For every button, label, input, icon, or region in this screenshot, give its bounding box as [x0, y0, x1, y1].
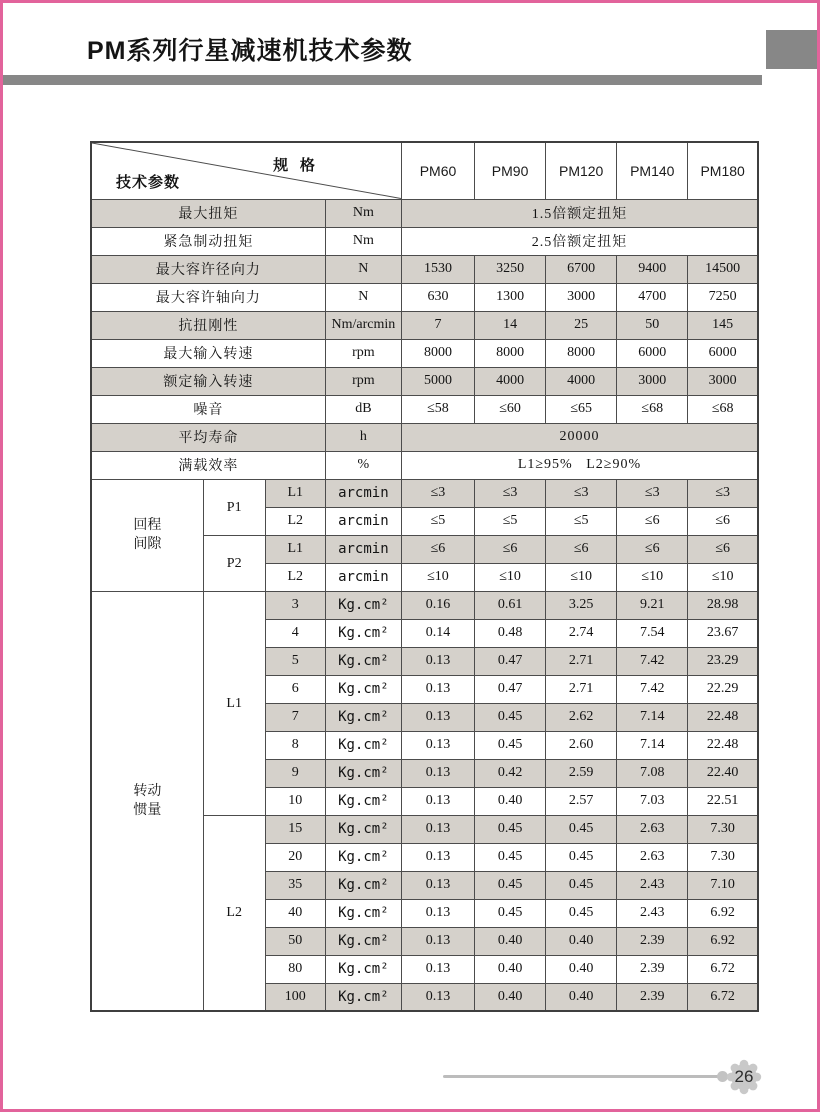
- value-cell: 9.21: [617, 591, 688, 619]
- value-cell: 2.43: [617, 899, 688, 927]
- value-cell: 4700: [617, 283, 688, 311]
- precision-class-cell: P1: [203, 479, 265, 535]
- value-cell: ≤3: [688, 479, 758, 507]
- stage-cell: L1: [265, 479, 325, 507]
- span-value-cell: L1≥95% L2≥90%: [401, 451, 758, 479]
- value-cell: 0.45: [546, 871, 617, 899]
- unit-cell: Kg.cm²: [325, 647, 401, 675]
- span-value-cell: 2.5倍额定扭矩: [401, 227, 758, 255]
- value-cell: 0.45: [475, 703, 546, 731]
- value-cell: 0.13: [401, 955, 474, 983]
- value-cell: 0.40: [546, 927, 617, 955]
- unit-cell: h: [325, 423, 401, 451]
- value-cell: 23.29: [688, 647, 758, 675]
- ratio-cell: 100: [265, 983, 325, 1011]
- value-cell: 0.45: [546, 815, 617, 843]
- value-cell: 6.72: [688, 983, 758, 1011]
- value-cell: 22.51: [688, 787, 758, 815]
- value-cell: 6.92: [688, 899, 758, 927]
- table-row: [91, 395, 758, 423]
- value-cell: 0.40: [475, 787, 546, 815]
- value-cell: 0.48: [475, 619, 546, 647]
- inertia-group-cell: 转动 惯量: [91, 591, 203, 1011]
- unit-cell: Kg.cm²: [325, 871, 401, 899]
- spec-table-body: [91, 199, 758, 1011]
- span-value-cell: 1.5倍额定扭矩: [401, 199, 758, 227]
- ratio-cell: 10: [265, 787, 325, 815]
- value-cell: 6000: [688, 339, 758, 367]
- value-cell: 0.47: [475, 675, 546, 703]
- value-cell: 7.42: [617, 675, 688, 703]
- value-cell: 0.47: [475, 647, 546, 675]
- value-cell: 3000: [617, 367, 688, 395]
- value-cell: ≤6: [617, 535, 688, 563]
- value-cell: 22.48: [688, 731, 758, 759]
- value-cell: ≤6: [546, 535, 617, 563]
- value-cell: 2.60: [546, 731, 617, 759]
- value-cell: ≤6: [688, 507, 758, 535]
- value-cell: 3.25: [546, 591, 617, 619]
- ratio-cell: 40: [265, 899, 325, 927]
- stage-cell: L2: [265, 563, 325, 591]
- value-cell: 3000: [546, 283, 617, 311]
- value-cell: 0.16: [401, 591, 474, 619]
- value-cell: 0.61: [475, 591, 546, 619]
- ratio-cell: 9: [265, 759, 325, 787]
- value-cell: ≤5: [475, 507, 546, 535]
- column-header-pm180: PM180: [688, 142, 758, 199]
- ratio-cell: 35: [265, 871, 325, 899]
- table-row: [91, 311, 758, 339]
- value-cell: 7.30: [688, 815, 758, 843]
- page-number: 26: [734, 1067, 754, 1086]
- value-cell: 2.63: [617, 843, 688, 871]
- unit-cell: Nm: [325, 227, 401, 255]
- ratio-cell: 5: [265, 647, 325, 675]
- value-cell: 7.08: [617, 759, 688, 787]
- value-cell: ≤3: [617, 479, 688, 507]
- value-cell: 7.42: [617, 647, 688, 675]
- value-cell: 2.43: [617, 871, 688, 899]
- value-cell: ≤3: [546, 479, 617, 507]
- ratio-cell: 7: [265, 703, 325, 731]
- table-row: [91, 283, 758, 311]
- value-cell: 0.13: [401, 675, 474, 703]
- ratio-cell: 20: [265, 843, 325, 871]
- value-cell: ≤10: [401, 563, 474, 591]
- value-cell: ≤68: [688, 395, 758, 423]
- backlash-group-cell: 回程 间隙: [91, 479, 203, 591]
- param-name-cell: 满载效率: [91, 451, 325, 479]
- value-cell: 2.39: [617, 955, 688, 983]
- value-cell: ≤5: [546, 507, 617, 535]
- value-cell: ≤65: [546, 395, 617, 423]
- table-header-row: [91, 142, 758, 199]
- value-cell: 0.13: [401, 843, 474, 871]
- param-name-cell: 紧急制动扭矩: [91, 227, 325, 255]
- value-cell: 2.63: [617, 815, 688, 843]
- value-cell: 4000: [546, 367, 617, 395]
- value-cell: ≤3: [475, 479, 546, 507]
- table-row: [91, 339, 758, 367]
- value-cell: 0.13: [401, 731, 474, 759]
- value-cell: 22.40: [688, 759, 758, 787]
- value-cell: 6.92: [688, 927, 758, 955]
- value-cell: 14: [475, 311, 546, 339]
- table-row: [91, 199, 758, 227]
- unit-cell: Kg.cm²: [325, 731, 401, 759]
- column-header-pm140: PM140: [617, 142, 688, 199]
- param-name-cell: 平均寿命: [91, 423, 325, 451]
- span-value-cell: 20000: [401, 423, 758, 451]
- value-cell: 22.48: [688, 703, 758, 731]
- value-cell: 50: [617, 311, 688, 339]
- table-row: [91, 451, 758, 479]
- diagonal-header-cell: [91, 142, 401, 199]
- value-cell: 0.45: [475, 899, 546, 927]
- value-cell: 0.13: [401, 983, 474, 1011]
- value-cell: 0.14: [401, 619, 474, 647]
- unit-cell: Kg.cm²: [325, 675, 401, 703]
- value-cell: 22.29: [688, 675, 758, 703]
- value-cell: 0.42: [475, 759, 546, 787]
- value-cell: 8000: [546, 339, 617, 367]
- unit-cell: Nm/arcmin: [325, 311, 401, 339]
- value-cell: 1530: [401, 255, 474, 283]
- value-cell: 0.40: [475, 983, 546, 1011]
- title-underline-bar: [3, 75, 762, 85]
- unit-cell: arcmin: [325, 535, 401, 563]
- ratio-cell: 6: [265, 675, 325, 703]
- unit-cell: Kg.cm²: [325, 927, 401, 955]
- value-cell: 0.13: [401, 787, 474, 815]
- value-cell: 0.45: [475, 871, 546, 899]
- unit-cell: Kg.cm²: [325, 955, 401, 983]
- value-cell: 0.13: [401, 899, 474, 927]
- value-cell: 0.40: [475, 955, 546, 983]
- unit-cell: Kg.cm²: [325, 619, 401, 647]
- param-name-cell: 最大容许径向力: [91, 255, 325, 283]
- unit-cell: arcmin: [325, 479, 401, 507]
- value-cell: ≤6: [688, 535, 758, 563]
- value-cell: ≤10: [475, 563, 546, 591]
- value-cell: ≤10: [546, 563, 617, 591]
- value-cell: 3000: [688, 367, 758, 395]
- value-cell: ≤60: [475, 395, 546, 423]
- unit-cell: Kg.cm²: [325, 787, 401, 815]
- value-cell: 5000: [401, 367, 474, 395]
- value-cell: 0.45: [475, 843, 546, 871]
- stage-cell: L1: [265, 535, 325, 563]
- value-cell: 3250: [475, 255, 546, 283]
- value-cell: 0.45: [546, 899, 617, 927]
- unit-cell: Kg.cm²: [325, 899, 401, 927]
- param-name-cell: 最大扭矩: [91, 199, 325, 227]
- ratio-cell: 15: [265, 815, 325, 843]
- value-cell: 1300: [475, 283, 546, 311]
- ratio-cell: 3: [265, 591, 325, 619]
- table-row: [91, 479, 758, 507]
- unit-cell: Kg.cm²: [325, 983, 401, 1011]
- value-cell: 9400: [617, 255, 688, 283]
- value-cell: 0.13: [401, 647, 474, 675]
- value-cell: 0.40: [475, 927, 546, 955]
- unit-cell: Kg.cm²: [325, 815, 401, 843]
- value-cell: 0.13: [401, 703, 474, 731]
- value-cell: 7: [401, 311, 474, 339]
- column-header-pm120: PM120: [546, 142, 617, 199]
- value-cell: ≤10: [688, 563, 758, 591]
- value-cell: 2.62: [546, 703, 617, 731]
- table-row: [91, 227, 758, 255]
- table-row: [91, 367, 758, 395]
- column-header-pm60: PM60: [401, 142, 474, 199]
- value-cell: 2.57: [546, 787, 617, 815]
- unit-cell: %: [325, 451, 401, 479]
- value-cell: 0.45: [546, 843, 617, 871]
- table-row: [91, 591, 758, 619]
- page-number-badge: [725, 1058, 763, 1096]
- table-row: [91, 255, 758, 283]
- value-cell: 2.59: [546, 759, 617, 787]
- unit-cell: rpm: [325, 339, 401, 367]
- value-cell: 8000: [401, 339, 474, 367]
- ratio-cell: 8: [265, 731, 325, 759]
- value-cell: ≤5: [401, 507, 474, 535]
- unit-cell: Kg.cm²: [325, 843, 401, 871]
- unit-cell: N: [325, 283, 401, 311]
- header-param-label: 技术参数: [116, 174, 181, 191]
- value-cell: 8000: [475, 339, 546, 367]
- param-name-cell: 噪音: [91, 395, 325, 423]
- value-cell: 6700: [546, 255, 617, 283]
- unit-cell: Nm: [325, 199, 401, 227]
- value-cell: 7.30: [688, 843, 758, 871]
- param-name-cell: 抗扭刚性: [91, 311, 325, 339]
- stage-group-cell: L2: [203, 815, 265, 1011]
- precision-class-cell: P2: [203, 535, 265, 591]
- header-spec-label: 规 格: [273, 158, 319, 174]
- unit-cell: rpm: [325, 367, 401, 395]
- unit-cell: arcmin: [325, 507, 401, 535]
- value-cell: 4000: [475, 367, 546, 395]
- value-cell: 2.39: [617, 983, 688, 1011]
- ratio-cell: 50: [265, 927, 325, 955]
- value-cell: 28.98: [688, 591, 758, 619]
- param-name-cell: 额定输入转速: [91, 367, 325, 395]
- value-cell: 630: [401, 283, 474, 311]
- value-cell: ≤6: [475, 535, 546, 563]
- value-cell: ≤3: [401, 479, 474, 507]
- value-cell: 0.45: [475, 731, 546, 759]
- stage-cell: L2: [265, 507, 325, 535]
- spec-table: [90, 141, 759, 1012]
- value-cell: 23.67: [688, 619, 758, 647]
- unit-cell: dB: [325, 395, 401, 423]
- value-cell: 0.40: [546, 955, 617, 983]
- value-cell: ≤58: [401, 395, 474, 423]
- value-cell: 14500: [688, 255, 758, 283]
- footer-line: [443, 1075, 721, 1078]
- value-cell: 25: [546, 311, 617, 339]
- value-cell: 2.39: [617, 927, 688, 955]
- unit-cell: Kg.cm²: [325, 591, 401, 619]
- value-cell: ≤6: [401, 535, 474, 563]
- unit-cell: Kg.cm²: [325, 759, 401, 787]
- column-header-pm90: PM90: [475, 142, 546, 199]
- value-cell: 6000: [617, 339, 688, 367]
- value-cell: 7250: [688, 283, 758, 311]
- value-cell: 0.13: [401, 927, 474, 955]
- stage-group-cell: L1: [203, 591, 265, 815]
- unit-cell: Kg.cm²: [325, 703, 401, 731]
- value-cell: ≤68: [617, 395, 688, 423]
- value-cell: 0.13: [401, 871, 474, 899]
- value-cell: 0.13: [401, 759, 474, 787]
- ratio-cell: 80: [265, 955, 325, 983]
- param-name-cell: 最大容许轴向力: [91, 283, 325, 311]
- param-name-cell: 最大输入转速: [91, 339, 325, 367]
- value-cell: 7.03: [617, 787, 688, 815]
- value-cell: 0.45: [475, 815, 546, 843]
- value-cell: 2.71: [546, 647, 617, 675]
- value-cell: 145: [688, 311, 758, 339]
- value-cell: 0.40: [546, 983, 617, 1011]
- value-cell: ≤10: [617, 563, 688, 591]
- value-cell: ≤6: [617, 507, 688, 535]
- page-title: PM系列行星减速机技术参数: [87, 37, 413, 65]
- value-cell: 2.74: [546, 619, 617, 647]
- title-corner-square: [766, 30, 817, 69]
- value-cell: 7.14: [617, 703, 688, 731]
- value-cell: 7.54: [617, 619, 688, 647]
- value-cell: 2.71: [546, 675, 617, 703]
- value-cell: 0.13: [401, 815, 474, 843]
- table-row: [91, 423, 758, 451]
- unit-cell: N: [325, 255, 401, 283]
- ratio-cell: 4: [265, 619, 325, 647]
- value-cell: 7.10: [688, 871, 758, 899]
- value-cell: 7.14: [617, 731, 688, 759]
- unit-cell: arcmin: [325, 563, 401, 591]
- value-cell: 6.72: [688, 955, 758, 983]
